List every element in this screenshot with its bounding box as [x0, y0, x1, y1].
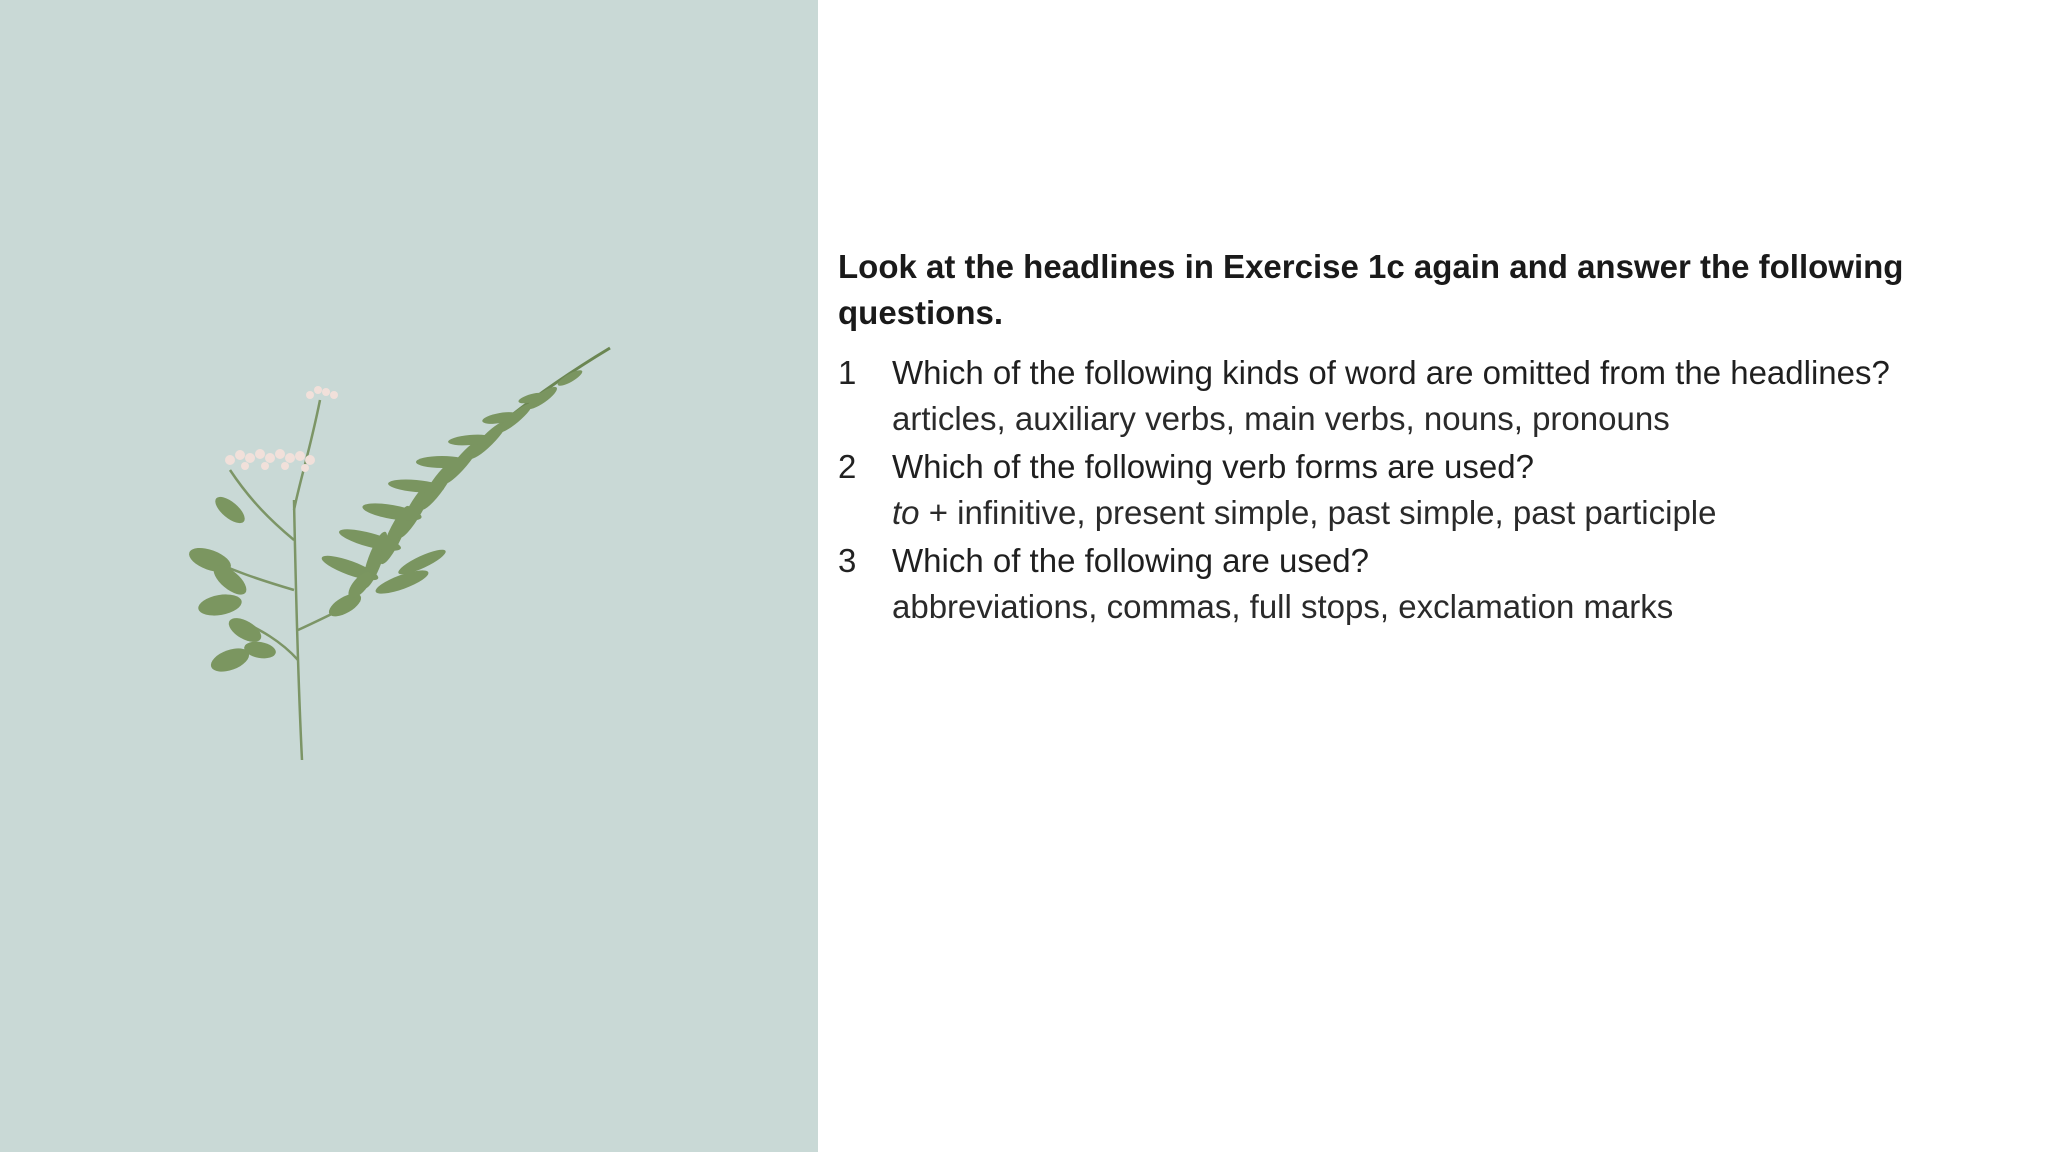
- question-text: Which of the following kinds of word are omitted from the headlines?: [892, 354, 1890, 391]
- question-body: [892, 538, 2018, 630]
- question-text: Which of the following are used?: [892, 542, 1369, 579]
- question-list: [838, 350, 2018, 630]
- exercise-content: [838, 244, 2018, 632]
- question-number: 2: [838, 448, 857, 485]
- question-number: 1: [838, 354, 857, 391]
- question-text: Which of the following verb forms are used?: [892, 448, 1534, 485]
- question-item: [838, 538, 2018, 630]
- question-options-italic: to: [892, 494, 920, 531]
- question-number: 3: [838, 542, 857, 579]
- question-body: [892, 444, 2018, 536]
- fern-illustration: [170, 340, 630, 770]
- question-options: abbreviations, commas, full stops, exclamation marks: [892, 588, 1674, 625]
- exercise-instruction: Look at the headlines in Exercise 1c again and answer the following questions.: [838, 248, 1904, 331]
- question-item: [838, 444, 2018, 536]
- question-body: [892, 350, 2018, 442]
- decorative-side-panel: [0, 0, 818, 1152]
- question-item: [838, 350, 2018, 442]
- question-options: [892, 490, 2018, 536]
- question-options: articles, auxiliary verbs, main verbs, nouns, pronouns: [892, 400, 1670, 437]
- question-options-rest: + infinitive, present simple, past simple, past participle: [919, 494, 1717, 531]
